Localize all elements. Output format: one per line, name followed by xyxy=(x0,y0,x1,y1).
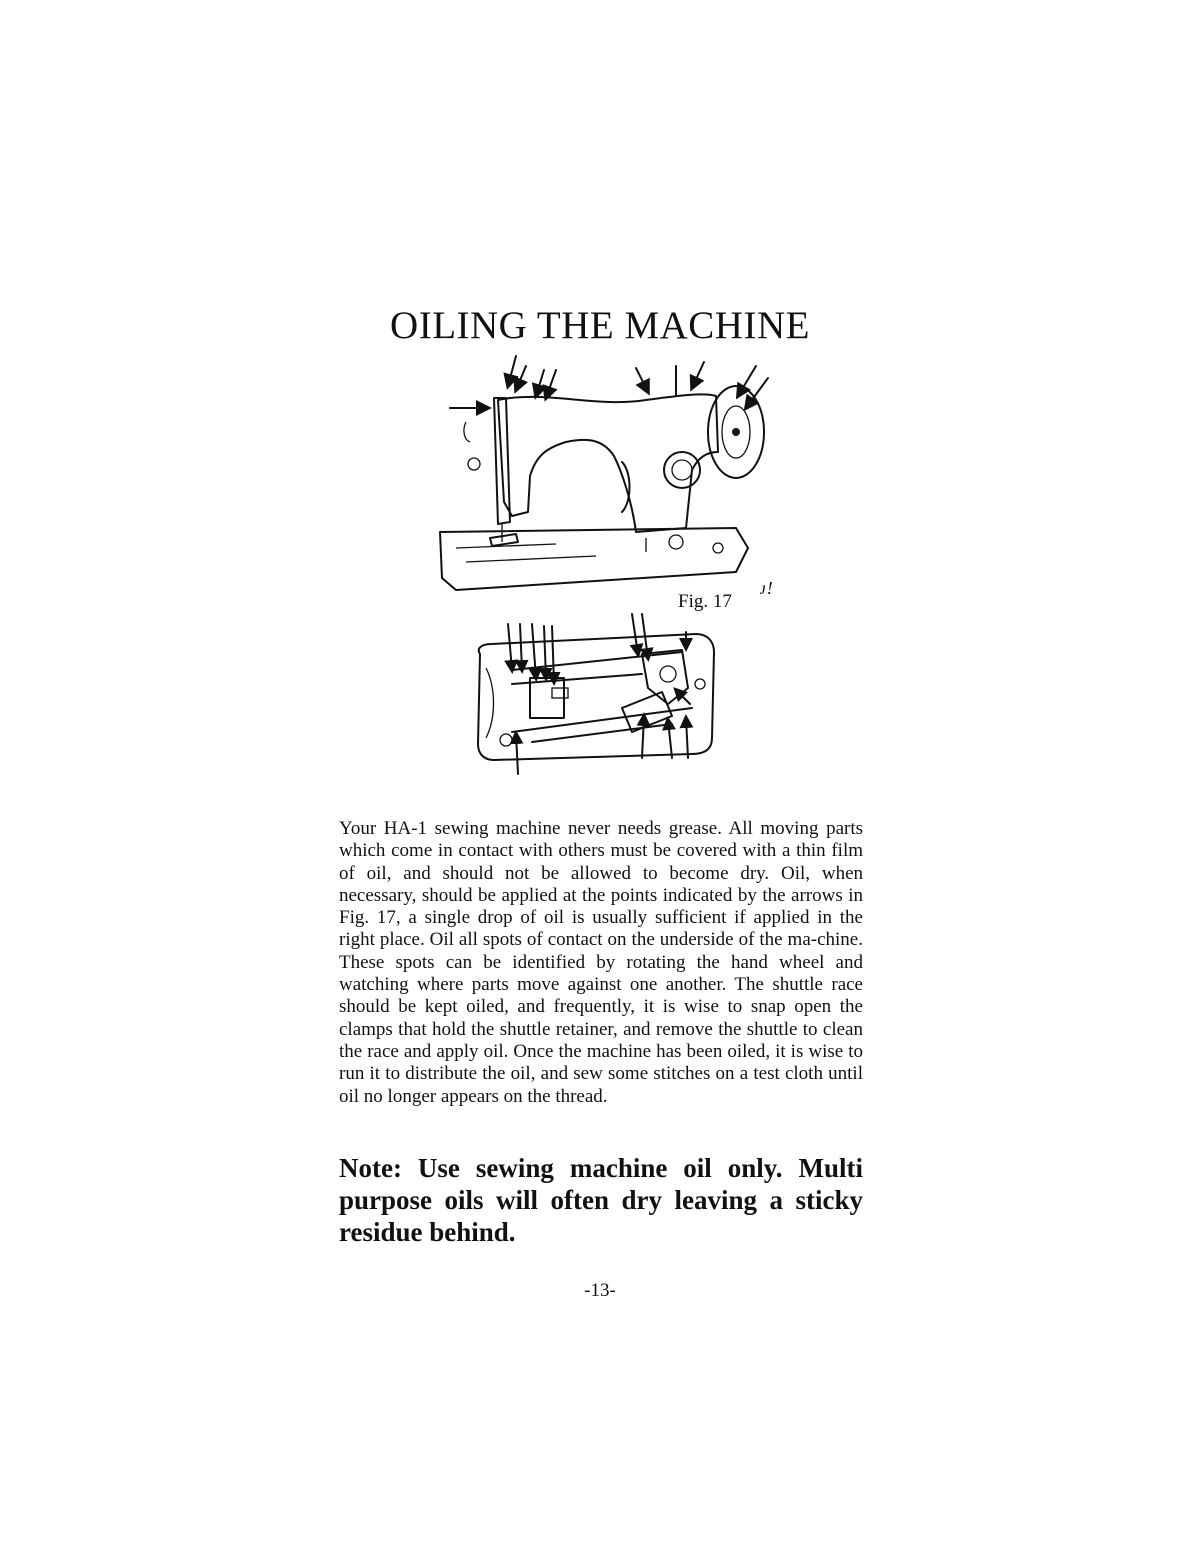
oiling-instructions: Your HA-1 sewing machine never needs grease. All moving parts which come in contact with others must be covered with a thin film of oil, and should not be allowed to become dry. Oil, when necessary, should be applied at the points indicated by the arrows in Fig. 17, a single drop of oil is usually sufficient if applied in the right place. Oil all spots of contact on the underside of the ma-chine. These spots can be identified by rotating the hand wheel and watching where parts move against one another. The shuttle race should be kept oiled, and frequently, it is wise to snap open the clamps that hold the shuttle retainer, and remove the shuttle to clean the race and apply oil. Once the machine has been oiled, it is wise to run it to distribute the oil, and sew some stitches on a test cloth until oil no longer appears on the thread. xyxy=(339,818,863,1107)
machine-underside-illustration xyxy=(472,608,722,778)
figure-label: Fig. 17 xyxy=(678,591,732,612)
sewing-machine-illustration xyxy=(436,352,776,592)
figure-mark: ᴊ! xyxy=(760,578,773,598)
page-title: OILING THE MACHINE xyxy=(390,304,810,347)
oil-note: Note: Use sewing machine oil only. Multi purpose oils will often dry leaving a sticky residue behind. xyxy=(339,1153,863,1247)
page-number: -13- xyxy=(584,1280,616,1301)
